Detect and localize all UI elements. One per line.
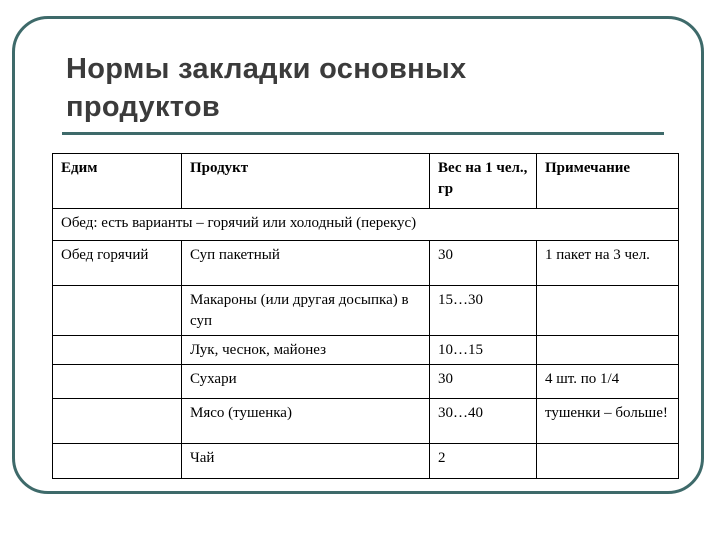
product-cell: Чай	[182, 444, 430, 479]
note-cell	[537, 444, 679, 479]
weight-cell: 2	[430, 444, 537, 479]
section-row	[53, 209, 679, 241]
table-row	[53, 336, 679, 365]
product-cell: Макароны (или другая досыпка) в суп	[182, 286, 430, 336]
weight-cell: 15…30	[430, 286, 537, 336]
table-row	[53, 365, 679, 399]
food-norms-table	[52, 153, 679, 479]
meal-cell	[53, 444, 182, 479]
note-cell: 1 пакет на 3 чел.	[537, 241, 679, 286]
title-underline	[62, 132, 664, 135]
header-cell-note: Примечание	[537, 154, 679, 209]
title-line-2: продуктов	[66, 91, 221, 123]
header-row	[53, 154, 679, 209]
slide-title	[66, 50, 626, 126]
meal-cell	[53, 399, 182, 444]
header-cell-product: Продукт	[182, 154, 430, 209]
weight-cell: 30	[430, 365, 537, 399]
product-cell: Лук, чеснок, майонез	[182, 336, 430, 365]
weight-cell: 30…40	[430, 399, 537, 444]
header-cell-weight: Вес на 1 чел., гр	[430, 154, 537, 209]
meal-cell	[53, 286, 182, 336]
note-cell: 4 шт. по 1/4	[537, 365, 679, 399]
product-cell: Суп пакетный	[182, 241, 430, 286]
note-cell	[537, 336, 679, 365]
note-cell	[537, 286, 679, 336]
product-cell: Сухари	[182, 365, 430, 399]
meal-cell: Обед горячий	[53, 241, 182, 286]
meal-cell	[53, 365, 182, 399]
table-row	[53, 286, 679, 336]
title-line-1: Нормы закладки основных	[66, 53, 467, 85]
product-cell: Мясо (тушенка)	[182, 399, 430, 444]
meal-cell	[53, 336, 182, 365]
note-cell: тушенки – больше!	[537, 399, 679, 444]
weight-cell: 30	[430, 241, 537, 286]
weight-cell: 10…15	[430, 336, 537, 365]
table-row	[53, 399, 679, 444]
table-row	[53, 241, 679, 286]
header-cell-meal: Едим	[53, 154, 182, 209]
section-cell: Обед: есть варианты – горячий или холодный (перекус)	[53, 209, 679, 241]
table-row	[53, 444, 679, 479]
